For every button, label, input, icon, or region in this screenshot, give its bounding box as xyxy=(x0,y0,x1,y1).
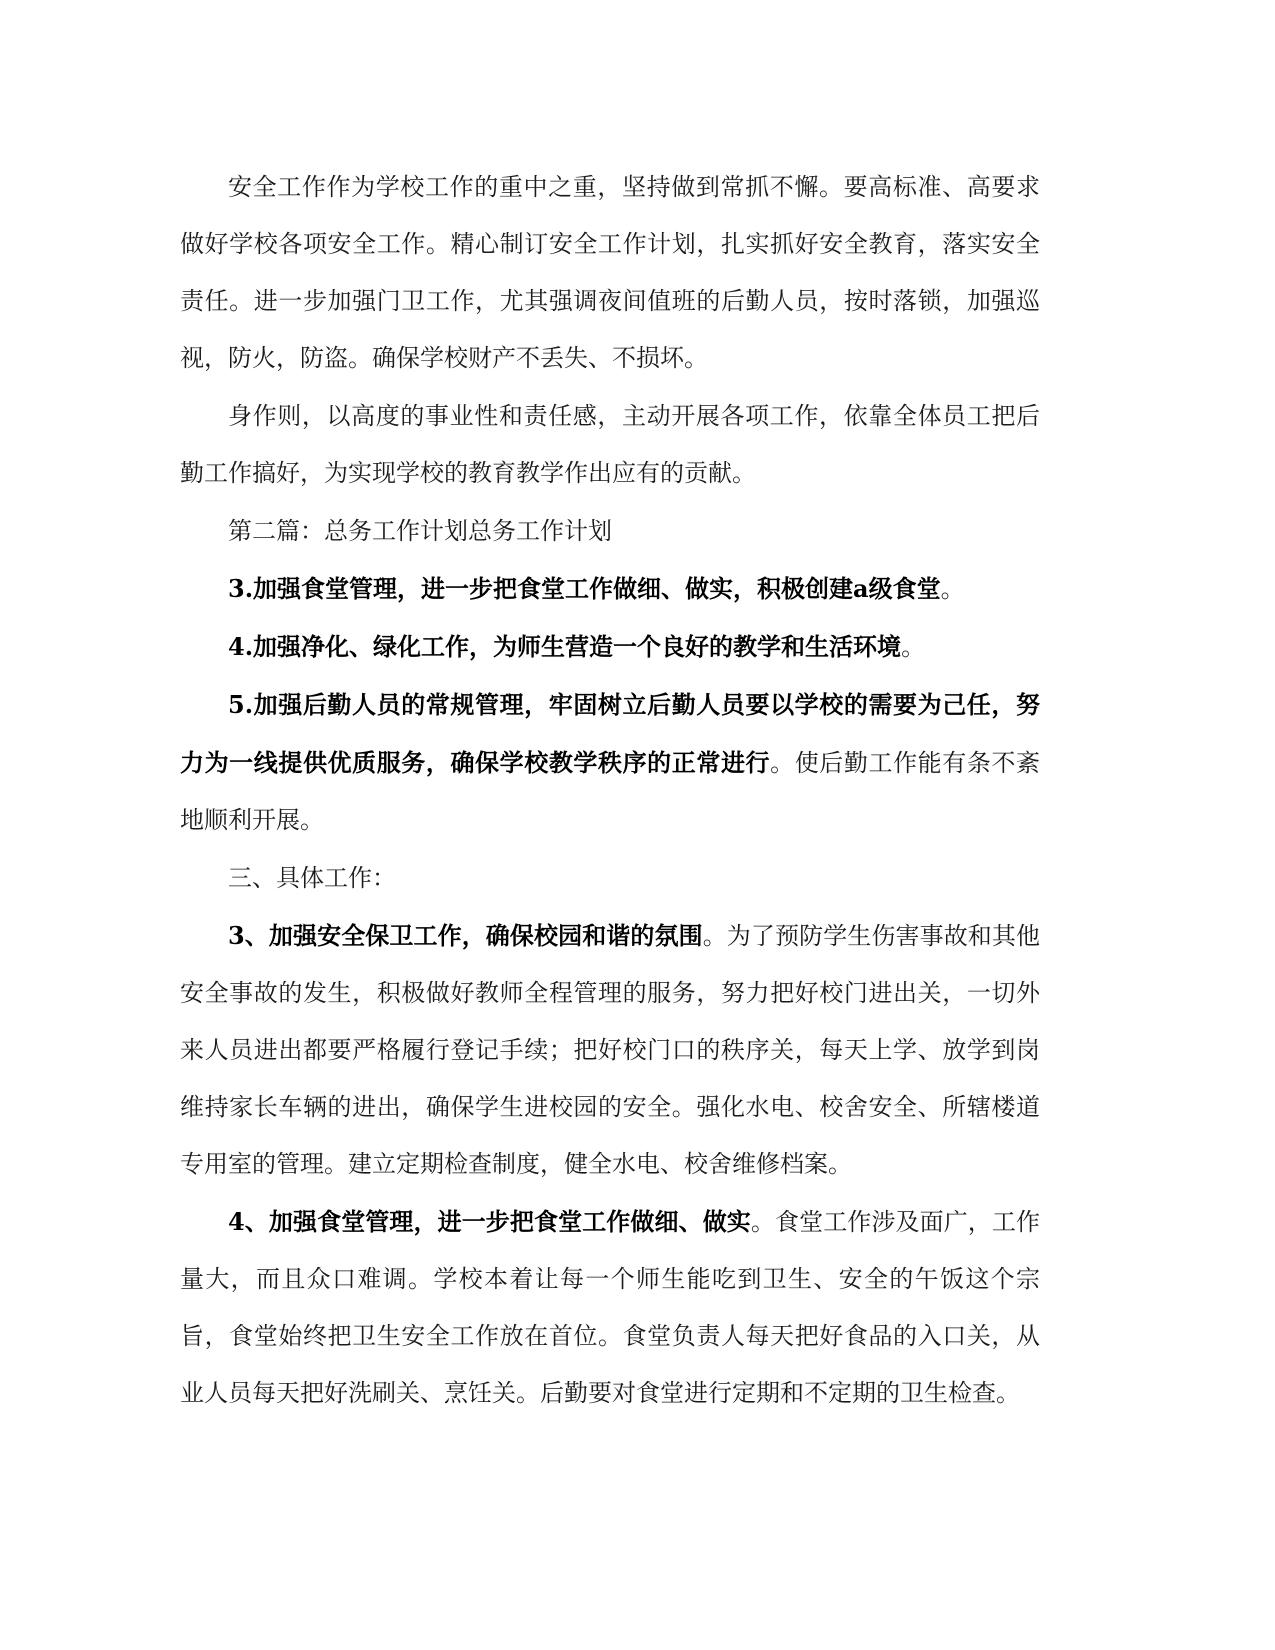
paragraph-text: 第二篇：总务工作计划总务工作计划 xyxy=(228,517,612,545)
paragraph-bold-lead: 3、加强安全保卫工作，确保校园和谐的氛围 xyxy=(228,921,703,950)
paragraph-bold-lead: 3.加强食堂管理，进一步把食堂工作做细、做实，积极创建a级食堂 xyxy=(228,574,941,603)
paragraph-text: 。食堂工作涉及面广，工作量大，而且众口难调。学校本着让每一个师生能吃到卫生、安全的午饭这个宗旨，食堂始终把卫生安全工作放在首位。食堂负责人每天把好食品的入口关，从业人员每天把好洗刷关、烹饪关。后勤要对食堂进行定期和不定期的卫生检查。 xyxy=(180,1208,1041,1407)
section-heading-specific-work xyxy=(180,849,1040,907)
paragraph-text: 。 xyxy=(940,575,965,603)
paragraph-text: 。 xyxy=(901,633,926,661)
section-heading-part-two xyxy=(180,502,1040,560)
paragraph-text: 。使后勤工作能有条不紊地顺利开展。 xyxy=(180,749,1041,834)
paragraph-text: 安全工作作为学校工作的重中之重，坚持做到常抓不懈。要高标准、高要求做好学校各项安全工作。精心制订安全工作计划，扎实抓好安全教育，落实安全责任。进一步加强门卫工作，尤其强调夜间值班的后勤人员，按时落锁，加强巡视，防火，防盗。确保学校财产不丢失、不损坏。 xyxy=(180,173,1040,372)
item-5-logistics-staff xyxy=(180,676,1040,849)
paragraph-text: 。为了预防学生伤害事故和其他安全事故的发生，积极做好教师全程管理的服务，努力把好校门进出关，一切外来人员进出都要严格履行登记手续；把好校门口的秩序关，每天上学、放学到岗维持家长车辆的进出，确保学生进校园的安全。强化水电、校舍安全、所辖楼道专用室的管理。建立定期检查制度，健全水电、校舍维修档案。 xyxy=(180,922,1041,1178)
paragraph-text: 身作则，以高度的事业性和责任感，主动开展各项工作，依靠全体员工把后勤工作搞好，为实现学校的教育教学作出应有的贡献。 xyxy=(180,402,1040,487)
paragraph-bold-lead: 5.加强后勤人员的常规管理，牢固树立后勤人员要以学校的需要为己任，努力为一线提供优质服务，确保学校教学秩序的正常进行 xyxy=(180,690,1040,777)
item-4-greening-work xyxy=(180,618,1040,676)
document-page xyxy=(180,158,1040,1422)
paragraph-lead-by-example xyxy=(180,387,1040,502)
paragraph-bold-lead: 4、加强食堂管理，进一步把食堂工作做细、做实 xyxy=(228,1207,751,1236)
paragraph-text: 三、具体工作： xyxy=(228,864,396,892)
work-4-canteen xyxy=(180,1193,1040,1422)
work-3-security xyxy=(180,907,1040,1193)
item-3-canteen-management xyxy=(180,560,1040,618)
paragraph-safety-work xyxy=(180,158,1040,387)
paragraph-bold-lead: 4.加强净化、绿化工作，为师生营造一个良好的教学和生活环境 xyxy=(228,632,902,661)
